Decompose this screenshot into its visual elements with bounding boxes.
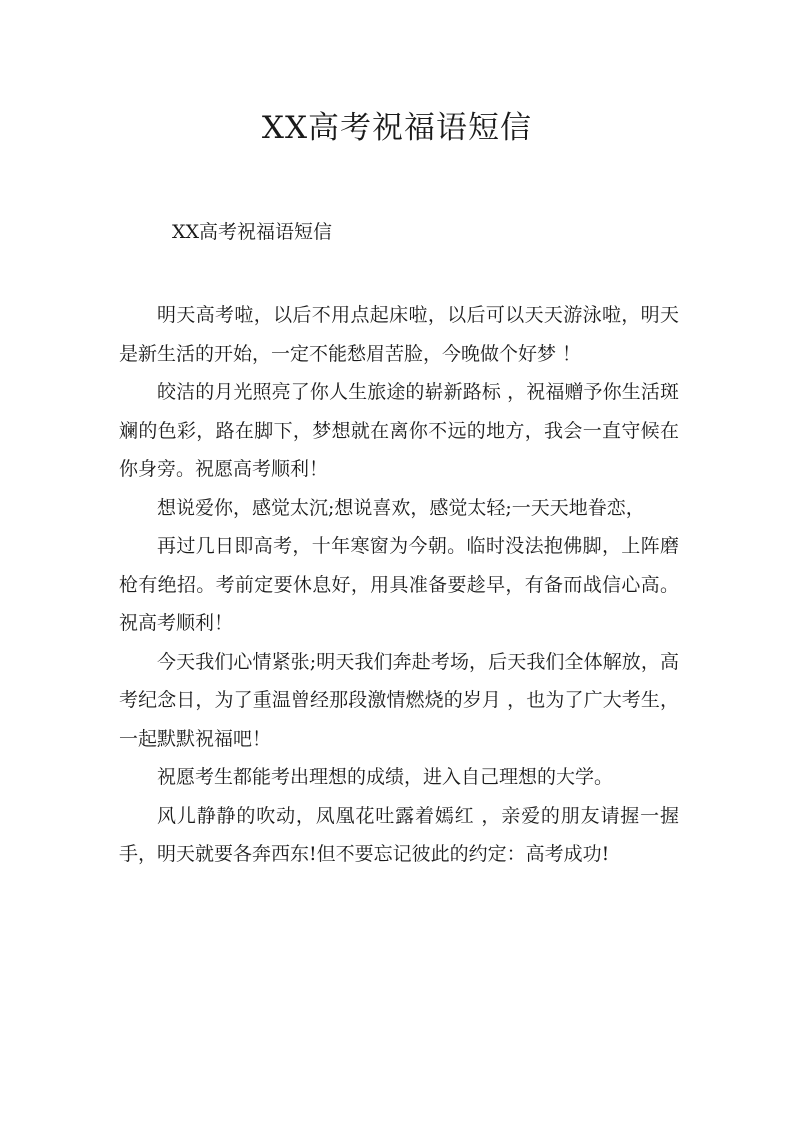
paragraph-1: 明天高考啦，以后不用点起床啦，以后可以天天游泳啦，明天是新生活的开始，一定不能愁眉苦脸，今晚做个好梦 ！	[119, 304, 679, 365]
document-body	[119, 296, 679, 874]
paragraph-3: 想说爱你，感觉太沉;想说喜欢，感觉太轻;一天天地眷恋，	[157, 496, 645, 519]
paragraph-4: 再过几日即高考，十年寒窗为今朝。临时没法抱佛脚，上阵磨枪有绝招。考前定要休息好，用具准备要趁早，有备而战信心高。祝高考顺利！	[119, 535, 679, 634]
paragraph-6: 祝愿考生都能考出理想的成绩，进入自己理想的大学。	[157, 766, 614, 788]
paragraph-7: 风儿静静的吹动，凤凰花吐露着嫣红 ，亲爱的朋友请握一握手，明天就要各奔西东!但不要忘记彼此的约定：高考成功!	[119, 804, 679, 865]
paragraph-5: 今天我们心情紧张;明天我们奔赴考场，后天我们全体解放，高考纪念日，为了重温曾经那段激情燃烧的岁月 ，也为了广大考生，一起默默祝福吧！	[119, 650, 679, 750]
paragraph-2: 皎洁的月光照亮了你人生旅途的崭新路标 ，祝福赠予你生活斑斓的色彩，路在脚下，梦想就在离你不远的地方，我会一直守候在你身旁。祝愿高考顺利！	[119, 381, 679, 480]
document-title: XX高考祝福语短信	[261, 110, 533, 146]
document-subtitle: XX高考祝福语短信	[172, 221, 333, 243]
